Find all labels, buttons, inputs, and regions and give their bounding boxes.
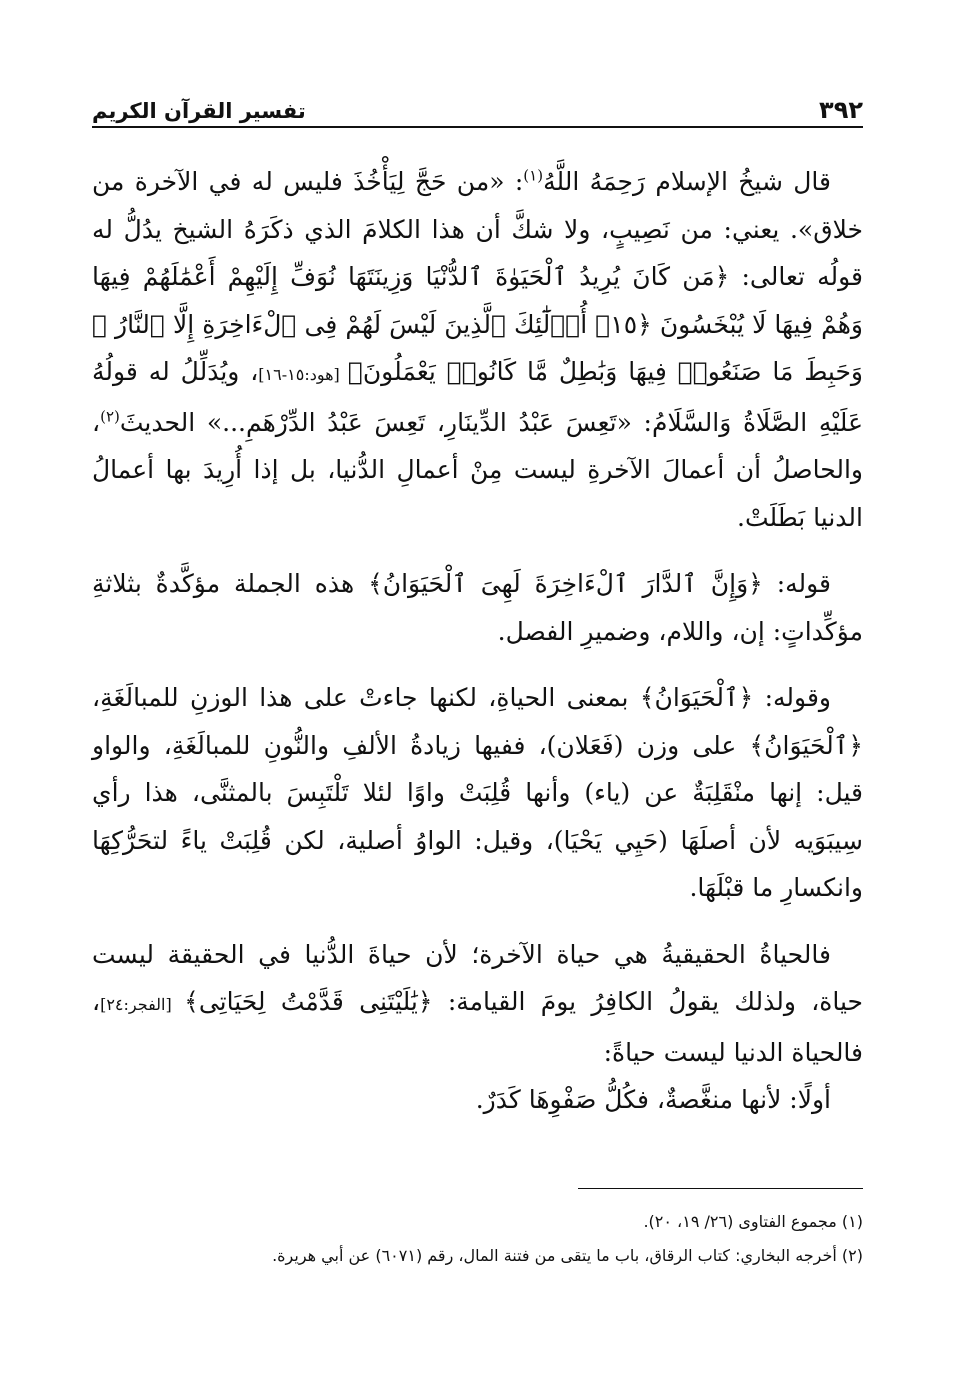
text-run: ، والحاصلُ أن أعمالَ الآخرةِ ليست مِنْ أعمالِ الدُّنيا، بل إذا أُرِيدَ بها أعمالُ الدنيا بَطَلَتْ. xyxy=(92,407,863,532)
text-run: قوله: xyxy=(762,569,832,598)
text-run: : «من حَجَّ لِيَأْخُذَ فليس له في الآخرة من خلاق». يعني: من نَصِيبٍ، ولا شكَّ أن هذا الكلامَ الذي ذكَرَهُ الشيخ يدُلُّ له قولُه تعالى: xyxy=(92,167,863,291)
text-run: ، فالحياة الدنيا ليست حياةً: xyxy=(92,987,863,1067)
footnotes xyxy=(92,1205,863,1273)
text-run: وقوله: xyxy=(753,683,831,712)
quran-verse: ﴿مَن كَانَ يُرِيدُ ٱلْحَيَوٰةَ ٱلدُّنْيَا وَزِينَتَهَا نُوَفِّ إِلَيْهِمْ أَعْمَٰلَهُمْ فِيهَا وَهُمْ فِيهَا لَا يُبْخَسُونَ ﴿١٥﴾ أُو۟لَٰٓئِكَ ٱلَّذِينَ لَيْسَ لَهُمْ فِى ٱلْءَاخِرَةِ إِلَّا ٱلنَّارُ ۖ وَحَبِطَ مَا صَنَعُوا۟ فِيهَا وَبَٰطِلٌ مَّا كَانُوا۟ يَعْمَلُونَ﴾ xyxy=(92,262,864,386)
running-title: تفسير القرآن الكريم xyxy=(92,99,306,123)
text-run: هذه الجملة مؤكَّدةٌ بثلاثةِ مؤكِّداتٍ: إن، واللام، وضميرِ الفصل. xyxy=(92,569,863,646)
verse-reference: [الفجر:٢٤] xyxy=(100,995,185,1014)
paragraph-1 xyxy=(92,158,863,541)
verse-reference: [هود:١٥-١٦] xyxy=(258,365,348,384)
footnote-marker-2: (٢) xyxy=(100,407,120,426)
text-run: قال شيخُ الإسلام رَحِمَهُ اللَّهُ xyxy=(543,167,831,196)
quran-verse: ﴿وَإِنَّ ٱلدَّارَ ٱلْءَاخِرَةَ لَهِىَ ٱلْحَيَوَانُ﴾ xyxy=(368,569,763,598)
quran-word: ﴿ٱلْحَيَوَانُ﴾ xyxy=(749,730,863,760)
paragraph-4 xyxy=(92,931,863,1077)
footnote-1: (١) مجموع الفتاوى (٢٦/ ١٩، ٢٠). xyxy=(643,1212,863,1231)
footnote-marker-1: (١) xyxy=(523,166,544,185)
paragraph-3 xyxy=(92,674,863,912)
quran-verse: ﴿يَٰلَيْتَنِى قَدَّمْتُ لِحَيَاتِى﴾ xyxy=(184,987,433,1016)
footnote-2: (٢) أخرجه البخاري: كتاب الرقاق، باب ما يتقى من فتنة المال، رقم (٦٠٧١) عن أبي هريرة. xyxy=(272,1246,863,1265)
body-text xyxy=(92,158,863,1124)
paragraph-5 xyxy=(92,1076,863,1124)
page-header xyxy=(92,82,863,128)
text-run: أولًا: لأنها منغَّصةٌ، فكُلُّ صَفْوِهَا كَدَرٌ. xyxy=(475,1085,831,1114)
page-number: ٣٩٢ xyxy=(819,96,863,124)
text-run: على وزن (فَعَلان)، ففيها زيادةُ الألفِ والنُّونِ للمبالَغَةِ، والواو قيل: إنها منْقَلِبَةٌ عن (ياء) وأنها قُلِبَتْ واوًا لئلا تَلْتَبِسَ بالمثنَّى، هذا رأي سِيبَوَيه لأن أصلَهَا (حَيِي يَحْيَا)، وقيل: الواوُ أصلية، لكن قُلِبَتْ ياءً لتحَرُّكِهَا وانكسارِ ما قبْلَهَا. xyxy=(92,730,863,902)
text-run: بمعنى الحياةِ، لكنها جاءتْ على هذا الوزنِ للمبالَغَةِ، xyxy=(92,683,640,712)
text-run: فالحياةُ الحقيقيةُ هي حياة الآخرة؛ لأن حياةَ الدُّنيا في الحقيقة ليست حياة، ولذلك يقولُ الكافِرُ يومَ القيامة: xyxy=(92,939,863,1016)
quran-word: ﴿ٱلْحَيَوَانُ﴾ xyxy=(639,683,754,712)
paragraph-2 xyxy=(92,560,863,655)
text-run: ، ويُدَلِّلُ له قولُهُ عَلَيْهِ الصَّلَاةُ وَالسَّلَامُ: «تَعِسَ عَبْدُ الدِّينَارِ، تَعِسَ عَبْدُ الدِّرْهَمِ...» الحديثَ xyxy=(92,357,863,437)
footnote-divider xyxy=(578,1188,863,1189)
